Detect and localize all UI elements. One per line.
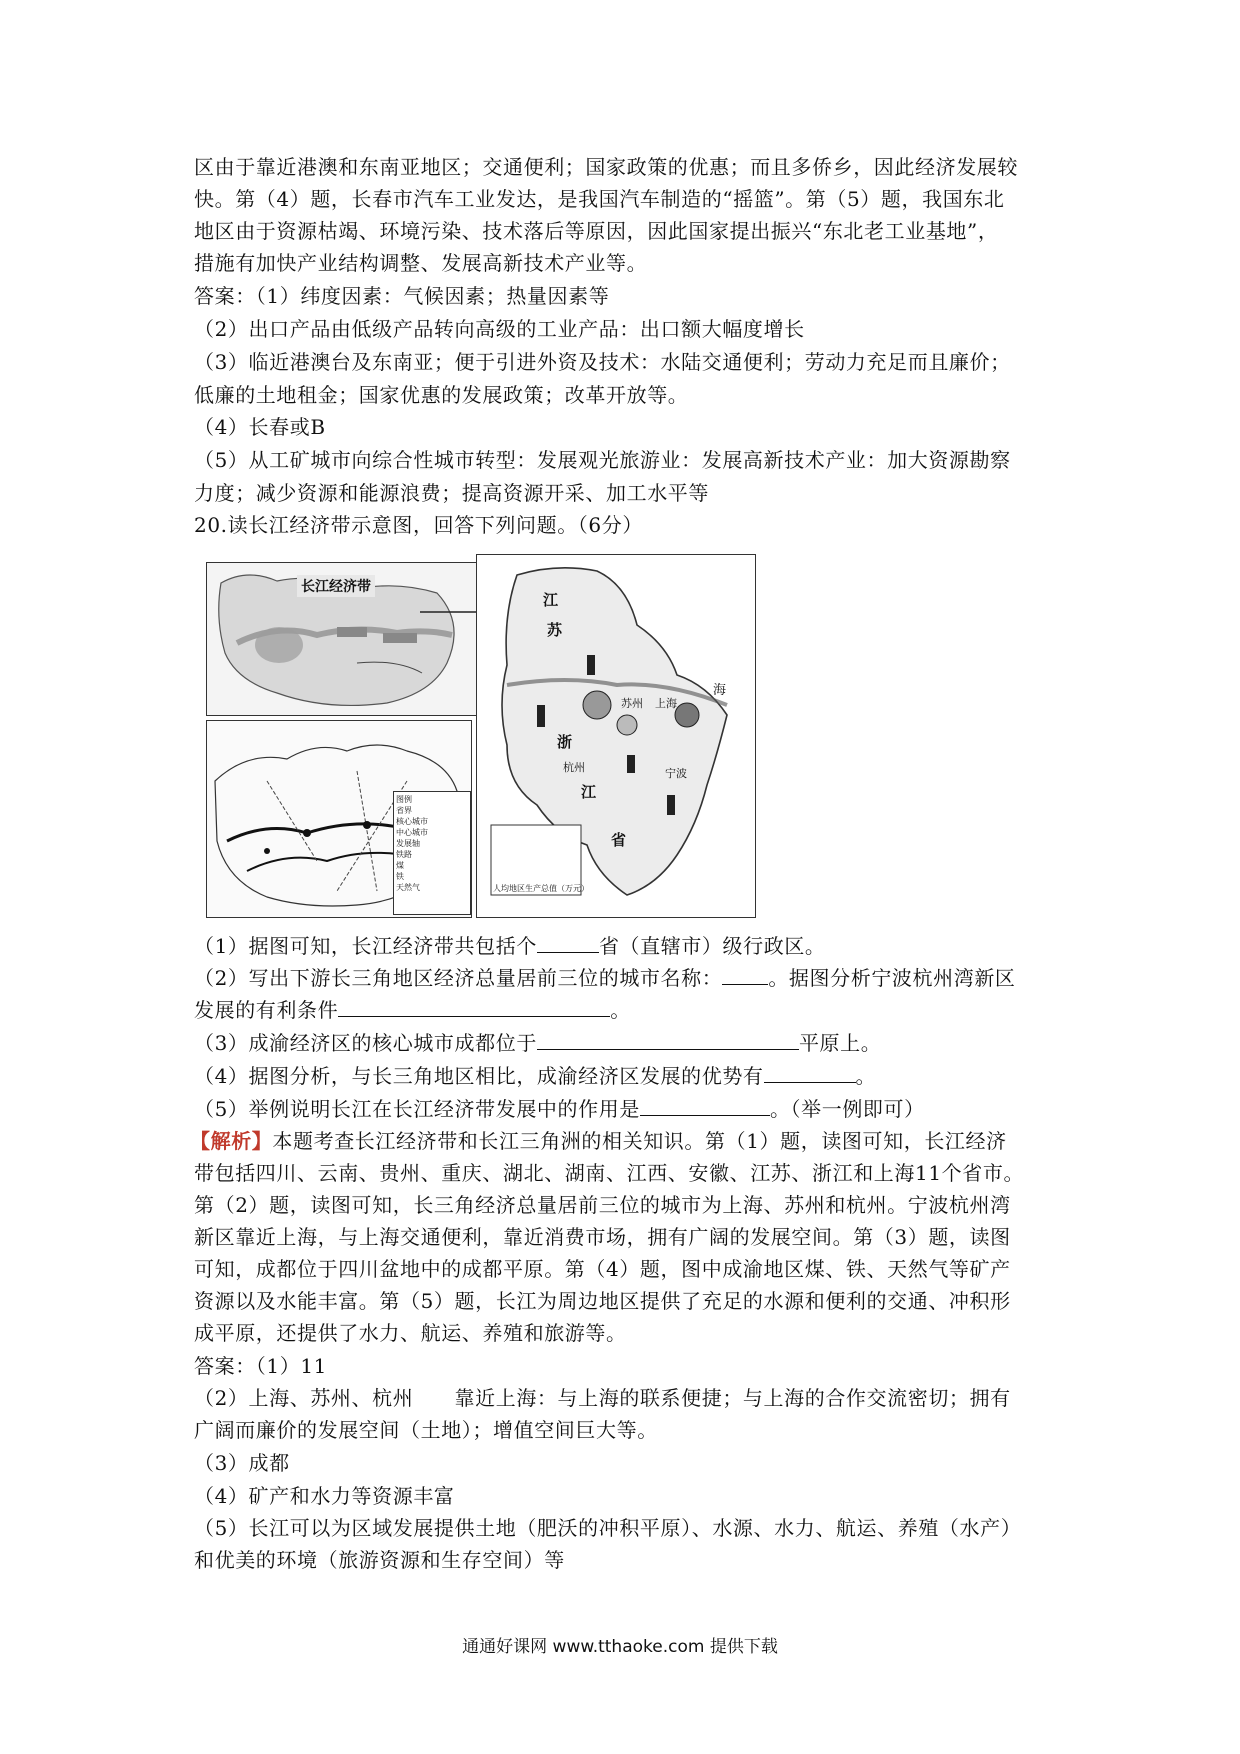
legend-item: 核心城市 [396, 817, 428, 826]
q5-answer-blank[interactable] [640, 1093, 770, 1116]
text-line: 区由于靠近港澳和东南亚地区；交通便利；国家政策的优惠；而且多侨乡，因此经济发展较 [194, 155, 1018, 179]
q3-text-end: 平原上。 [798, 1031, 882, 1055]
text-line: （4）长春或B [194, 415, 326, 439]
text-line: （5）从工矿城市向综合性城市转型：发展观光旅游业：发展高新技术产业：加大资源勘察 [194, 448, 1011, 472]
map-legend [393, 791, 471, 915]
answer-line: 答案：（1）11 [194, 1354, 327, 1378]
analysis-line: 可知，成都位于四川盆地中的成都平原。第（4）题，图中成渝地区煤、铁、天然气等矿产 [194, 1257, 1011, 1281]
question-3 [194, 1027, 881, 1058]
q1-answer-blank[interactable] [537, 930, 599, 953]
q2-answer-blank[interactable] [722, 962, 768, 985]
answer-line: （5）长江可以为区域发展提供土地（肥沃的冲积平原）、水源、水力、航运、养殖（水产） [194, 1516, 1022, 1540]
analysis-line: 带包括四川、云南、贵州、重庆、湖北、湖南、江西、安徽、江苏、浙江和上海11个省市。 [194, 1161, 1025, 1185]
map-label: 海 [713, 683, 727, 698]
page-footer: 通通好课网 www.tthaoke.com 提供下载 [462, 1637, 778, 1657]
question-1 [194, 930, 826, 961]
q3-answer-blank[interactable] [537, 1027, 799, 1050]
q1-text-end: 省（直辖市）级行政区。 [598, 934, 826, 958]
analysis-line: 资源以及水能丰富。第（5）题，长江为周边地区提供了充足的水源和便利的交通、冲积形 [194, 1289, 1011, 1313]
legend-title: 图例 [396, 795, 412, 804]
answer-line: （4）矿产和水力等资源丰富 [194, 1484, 455, 1508]
analysis-line: 新区靠近上海，与上海交通便利，靠近消费市场，拥有广阔的发展空间。第（3）题，读图 [194, 1225, 1011, 1249]
q2-text-mid: 。据图分析宁波杭州湾新区 [768, 966, 1016, 990]
analysis-line: 第（2）题，读图可知，长三角经济总量居前三位的城市为上海、苏州和杭州。宁波杭州湾 [194, 1193, 1011, 1217]
delta-map [476, 554, 756, 918]
overview-map [206, 562, 478, 716]
answer-line: （3）成都 [194, 1451, 290, 1475]
legend-item: 发展轴 [396, 839, 420, 848]
analysis-text: 本题考查长江经济带和长江三角洲的相关知识。第（1）题，读图可知，长江经济 [272, 1129, 1007, 1153]
text-line: 措施有加快产业结构调整、发展高新技术产业等。 [194, 251, 648, 275]
map-label: 宁波 [665, 767, 687, 780]
text-line: 地区由于资源枯竭、环境污染、技术落后等原因，因此国家提出振兴“东北老工业基地”， [194, 219, 999, 243]
map-label: 上海 [655, 697, 677, 710]
analysis-tag: 【解析】 [190, 1129, 273, 1153]
text-line: （2）出口产品由低级产品转向高级的工业产品：出口额大幅度增长 [194, 317, 805, 341]
map-label: 江 [543, 591, 559, 609]
network-map [206, 720, 472, 918]
answer-line: 和优美的环境（旅游资源和生存空间）等 [194, 1548, 565, 1572]
text-line: 答案：（1）纬度因素：气候因素；热量因素等 [194, 284, 610, 308]
legend-item: 铁 [396, 872, 404, 881]
map-label: 杭州 [563, 761, 585, 774]
q4-answer-blank[interactable] [764, 1060, 856, 1083]
q2-text: （2）写出下游长三角地区经济总量居前三位的城市名称： [194, 966, 723, 990]
delta-map-drawing [477, 555, 755, 917]
q2-text-cont: 发展的有利条件 [194, 998, 339, 1022]
text-line: 低廉的土地租金；国家优惠的发展政策；改革开放等。 [194, 383, 689, 407]
question-heading: 20.读长江经济带示意图，回答下列问题。（6分） [194, 513, 643, 537]
text-line: （3）临近港澳台及东南亚；便于引进外资及技术：水陆交通便利；劳动力充足而且廉价； [194, 350, 1011, 374]
analysis-line [190, 1126, 1007, 1156]
answer-line: （2）上海、苏州、杭州 靠近上海：与上海的联系便捷；与上海的合作交流密切；拥有 [194, 1386, 1011, 1410]
question-4 [194, 1060, 876, 1091]
q2-conditions-blank[interactable] [338, 994, 610, 1017]
legend-item: 天然气 [396, 883, 420, 892]
q1-text: （1）据图可知，长江经济带共包括个 [194, 934, 537, 958]
question-2 [194, 962, 1016, 993]
q4-text-end: 。 [855, 1064, 877, 1088]
legend-item: 铁路 [396, 850, 412, 859]
q4-text: （4）据图分析，与长三角地区相比，成渝经济区发展的优势有 [194, 1064, 764, 1088]
legend-item: 煤 [396, 861, 404, 870]
q5-text: （5）举例说明长江在长江经济带发展中的作用是 [194, 1097, 640, 1121]
question-2-cont [194, 994, 631, 1025]
map-label: 苏 [547, 621, 563, 639]
legend-item: 中心城市 [396, 828, 428, 837]
q5-text-end: 。（举一例即可） [769, 1097, 925, 1121]
overview-map-title: 长江经济带 [297, 575, 375, 597]
q3-text: （3）成渝经济区的核心城市成都位于 [194, 1031, 537, 1055]
analysis-line: 成平原，还提供了水力、航运、养殖和旅游等。 [194, 1321, 627, 1345]
map-legend-note: 人均地区生产总值（万元） [493, 884, 589, 893]
answer-line: 广阔而廉价的发展空间（土地）；增值空间巨大等。 [194, 1418, 658, 1442]
legend-item: 省界 [396, 806, 412, 815]
map-label: 浙 [557, 733, 573, 751]
yangtze-map-figure [206, 548, 758, 920]
map-label: 省 [611, 831, 627, 849]
question-5 [194, 1093, 925, 1124]
text-line: 快。第（4）题，长春市汽车工业发达，是我国汽车制造的“摇篮”。第（5）题，我国东北 [194, 187, 1005, 211]
map-label: 江 [581, 783, 597, 801]
q2-text-end: 。 [610, 998, 631, 1022]
map-label: 苏州 [621, 697, 643, 710]
text-line: 力度；减少资源和能源浪费；提高资源开采、加工水平等 [194, 481, 709, 505]
